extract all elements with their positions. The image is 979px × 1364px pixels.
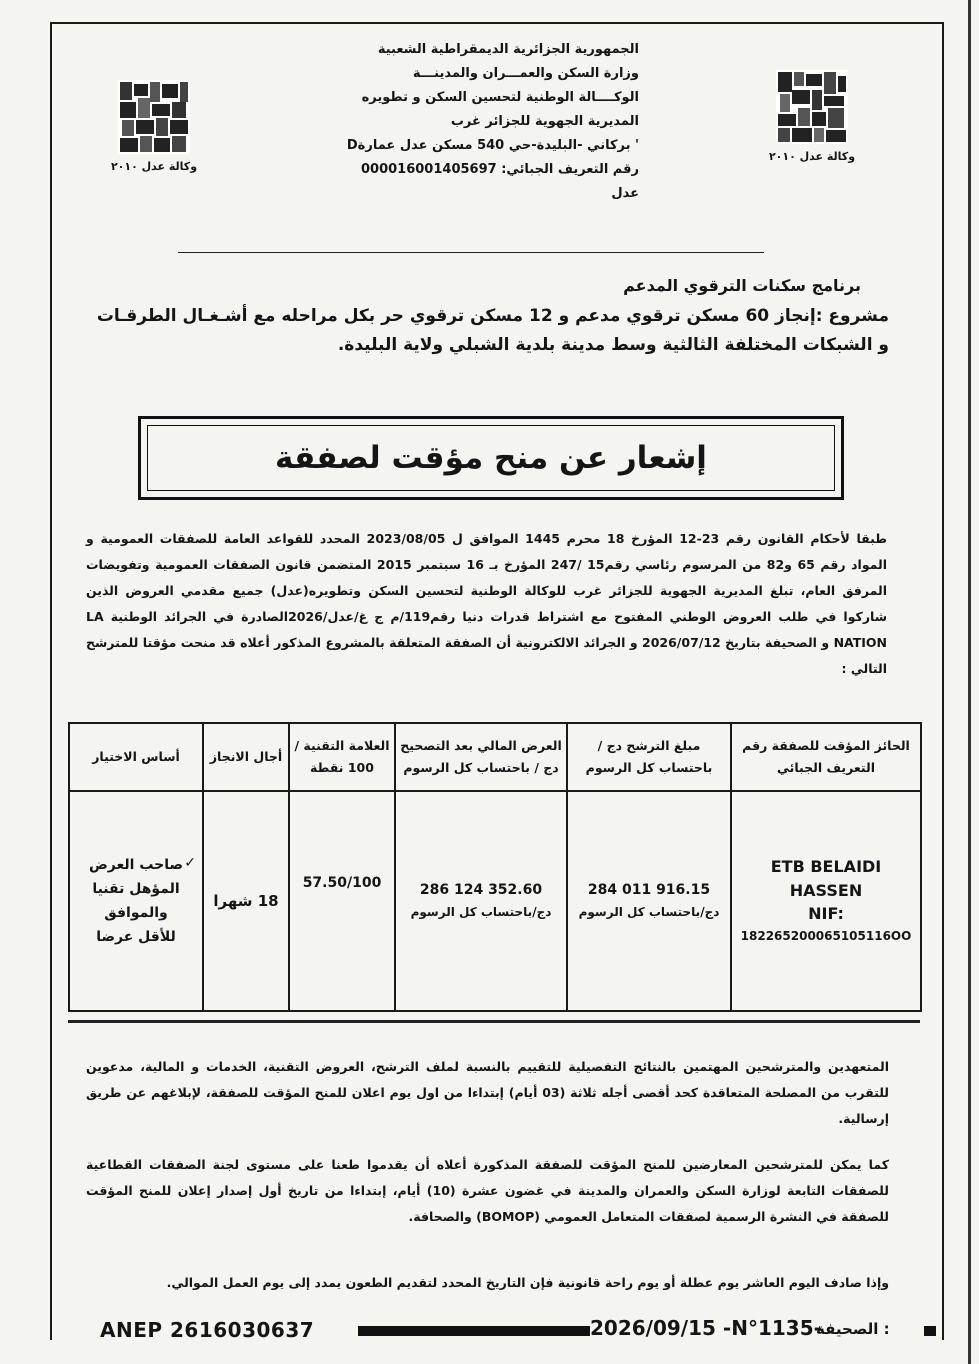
cell-bid-amount — [567, 791, 731, 1011]
col-holder: الحائز المؤقت للصفقة رقم التعريف الجبائي — [731, 723, 921, 791]
aadl-mosaic-icon — [776, 70, 848, 144]
logo-caption: وكالة عدل ٢٠١٠ — [768, 150, 856, 163]
journal-label: : الصحيفة — [816, 1320, 890, 1338]
table-row — [69, 791, 921, 1011]
cell-criteria — [69, 791, 203, 1011]
redaction-bar — [358, 1326, 590, 1336]
table-bottom-rule — [68, 1020, 920, 1023]
cell-technical-score — [289, 791, 395, 1011]
directorate-line: المديرية الجهوية للجزائر غرب — [450, 114, 639, 129]
holiday-text: وإذا صادف اليوم العاشر يوم عطلة أو يوم راحة قانونية فإن التاريخ المحدد لتقديم الطعون يمدد إلى يوم العمل الموالي. — [166, 1275, 889, 1290]
financial-offer-unit: دج/باحتساب كل الرسوم — [410, 905, 552, 919]
award-table — [68, 722, 922, 1012]
criteria-value: صاحب العرض المؤهل تقنيا والموافق للأقل عرضا — [88, 857, 184, 945]
col-bid-amount: مبلغ الترشح دج / باحتساب كل الرسوم — [567, 723, 731, 791]
col-deadline: أجال الانجاز — [203, 723, 289, 791]
col-financial-offer: العرض المالي بعد التصحيح دج / باحتساب كل الرسوم — [395, 723, 567, 791]
cell-financial-offer — [395, 791, 567, 1011]
col-technical-score: العلامة التقنية / 100 نقطة — [289, 723, 395, 791]
bid-amount-value: 284 011 916.15 — [587, 882, 711, 898]
agency-line: الوكــــالة الوطنية لتحسين السكن و تطويره — [361, 90, 639, 105]
holder-nif-label: NIF: — [808, 904, 844, 923]
financial-offer-value: 286 124 352.60 — [419, 882, 543, 898]
holiday-paragraph — [86, 1270, 889, 1296]
col-criteria: أساس الاختيار — [69, 723, 203, 791]
project-description: مشروع :إنجاز 60 مسكن ترقوي مدعم و 12 مسكن ترقوي حر بكل مراحله مع أشـغـال الطرقـات و الشبكات المختلفة الثالثية وسط مدينة بلدية الشبلي ولاية البليدة. — [96, 306, 889, 355]
logo-caption: وكالة عدل ٢٠١٠ — [110, 160, 198, 173]
scan-edge-line — [968, 0, 971, 1364]
appeal-paragraph — [86, 1152, 889, 1230]
short-name-line: عدل — [611, 186, 639, 201]
deadline-value: 18 شهرا — [213, 892, 279, 910]
anep-reference: ANEP 2616030637 — [100, 1318, 315, 1342]
issue-date-number: 2026/09/15 -N°1135- — [590, 1316, 822, 1340]
aadl-logo-left — [108, 80, 200, 180]
header-block — [279, 38, 639, 206]
notice-title: إشعار عن منح مؤقت لصفقة — [275, 440, 707, 476]
redaction-bar-small — [924, 1326, 936, 1336]
bid-amount-unit: دج/باحتساب كل الرسوم — [578, 905, 720, 919]
cell-deadline — [203, 791, 289, 1011]
cell-holder — [731, 791, 921, 1011]
technical-score-value: 57.50/100 — [302, 875, 382, 891]
program-title: برنامج سكنات الترقوي المدعم — [623, 276, 861, 295]
aadl-mosaic-icon — [118, 80, 190, 154]
results-text: المتعهدين والمترشحين المهتمين بالنتائج التفصيلية للتقييم بالنسبة لملف الترشح، العروض التقنية، الخدمات و المالية، مدعوين للتقرب من المصلحة المتعاقدة كحد أقصى أجله ثلاثة (03 أيام) إبتداءا من اول يوم اعلان للمنح المؤقت للصفقة، لإبلاغهم عن طريق إرسالية. — [86, 1059, 890, 1126]
appeal-text: كما يمكن للمترشحين المعارضين للمنح المؤقت للصفقة المذكورة أعلاه أن يقدموا طعنا على مستوى لجنة الصفقات القطاعية للصفقات التابعة لوزارة السكن والعمران والمدينة في غضون عشرة (10) أيام، إبتداءا من تاريخ أول إصدار إعلان للمنح المؤقت للصفقة في النشرة الرسمية لصفقات المتعامل العمومي (BOMOP) والصحافة. — [86, 1157, 889, 1224]
footer — [50, 1312, 944, 1348]
table-header-row — [69, 723, 921, 791]
republic-line: الجمهورية الجزائرية الديمقراطية الشعبية — [377, 42, 639, 57]
header-divider — [178, 252, 764, 253]
address-line: ' بركاني -البليدة-حي 540 مسكن عدل عمارةD — [346, 138, 639, 153]
intro-paragraph — [86, 526, 887, 682]
ministry-line: وزارة السكن والعمـــران والمدينـــة — [412, 66, 639, 81]
aadl-logo-right — [766, 70, 858, 170]
results-paragraph — [86, 1054, 889, 1132]
tax-id-line: رقم التعريف الجبائي: 000016001405697 — [360, 162, 639, 177]
holder-nif: 182265200065105116OO — [740, 929, 912, 943]
intro-text: طبقا لأحكام القانون رقم 23-12 المؤرخ 18 محرم 1445 الموافق ل 2023/08/05 المحدد للقواعد العامة للصفقات العمومية و المواد رقم 65 و82 من المرسوم رئاسي رقم15 /247 المؤرخ بـ 16 سبتمبر 2015 المتضمن قانون الصفقات العمومية وتفويضات المرفق العام، تبلغ المديرية الجهوية للجزائر غرب للوكالة الوطنية لتحسين السكن وتطويره(عدل) جميع مقدمي العروض الذين شاركوا في طلب العروض الوطني المفتوح مع اشتراط قدرات دنيا رقم119/م ج غ/عدل/2026الصادرة في الجرائد الوطنية LA NATION و الصحيفة بتاريخ 2026/07/12 و الجرائد الالكترونية أن الصفقة المتعلقة بالمشروع المذكور أعلاه قد منحت مؤقتا للمترشح التالي : — [86, 531, 888, 676]
holder-name: ETB BELAIDI HASSEN — [770, 857, 882, 900]
check-mark-icon: ✓ — [184, 855, 196, 871]
notice-title-box — [138, 416, 844, 500]
